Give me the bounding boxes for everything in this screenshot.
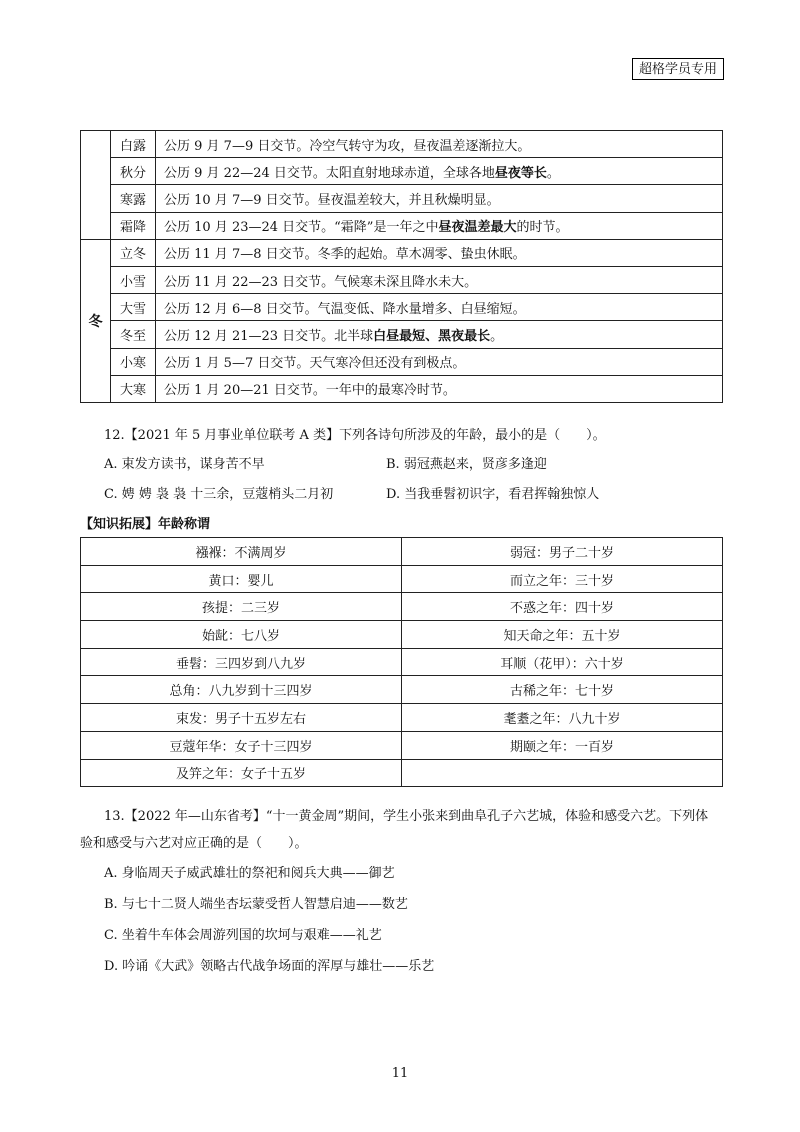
age-row <box>81 731 723 759</box>
question-13-stem-line2: 验和感受与六艺对应正确的是（ ）。 <box>80 836 308 851</box>
solar-term-description <box>156 212 723 239</box>
description-text: 的时节。 <box>516 220 569 236</box>
solar-term-row <box>81 375 723 402</box>
age-term-cell: 不惑之年：四十岁 <box>402 593 723 621</box>
description-text: 公历 12 月 21—23 日交节。北半球 <box>164 328 374 344</box>
age-row <box>81 621 723 649</box>
description-text: 公历 10 月 7—9 日交节。昼夜温差较大，并且秋燥明显。 <box>164 192 500 208</box>
age-term-cell: 耄耋之年：八九十岁 <box>402 704 723 732</box>
solar-term-name: 大雪 <box>111 294 156 321</box>
age-row <box>81 676 723 704</box>
question-12-stem: 12.【2021 年 5 月事业单位联考 A 类】下列各诗句所涉及的年龄，最小的是（ ）。 <box>104 428 606 443</box>
solar-term-row <box>81 348 723 375</box>
solar-term-row <box>81 185 723 212</box>
solar-term-name: 小雪 <box>111 266 156 293</box>
solar-term-description <box>156 266 723 293</box>
age-term-cell: 及笄之年：女子十五岁 <box>81 759 402 787</box>
solar-term-row <box>81 131 723 158</box>
age-term-cell: 垂髫：三四岁到八九岁 <box>81 648 402 676</box>
q12-option-b: B. 弱冠燕赵来，贤彦多逢迎 <box>386 457 547 472</box>
age-term-cell: 古稀之年：七十岁 <box>402 676 723 704</box>
age-term-cell: 而立之年：三十岁 <box>402 565 723 593</box>
solar-term-description <box>156 158 723 185</box>
description-text: 公历 9 月 22—24 日交节。太阳直射地球赤道，全球各地 <box>164 165 495 181</box>
solar-term-name: 立冬 <box>111 239 156 266</box>
solar-term-description <box>156 131 723 158</box>
solar-term-row <box>81 212 723 239</box>
solar-term-row <box>81 158 723 185</box>
description-text: 。 <box>490 328 504 344</box>
description-text: 。 <box>546 165 560 181</box>
page-number: 11 <box>391 1066 409 1081</box>
age-term-cell: 知天命之年：五十岁 <box>402 621 723 649</box>
age-term-cell <box>402 759 723 787</box>
solar-term-name: 冬至 <box>111 321 156 348</box>
solar-term-row <box>81 239 723 266</box>
q13-option-b: B. 与七十二贤人端坐杏坛蒙受哲人智慧启迪——数艺 <box>104 897 408 912</box>
age-term-cell: 黄口：婴儿 <box>81 565 402 593</box>
q12-option-a: A. 束发方读书，谋身苦不早 <box>104 457 265 472</box>
solar-term-row <box>81 294 723 321</box>
solar-term-description <box>156 375 723 402</box>
q13-option-c: C. 坐着牛车体会周游列国的坎坷与艰难——礼艺 <box>104 928 382 943</box>
solar-term-name: 秋分 <box>111 158 156 185</box>
q13-option-a: A. 身临周天子威武雄壮的祭祀和阅兵大典——御艺 <box>104 866 395 881</box>
solar-term-name: 霜降 <box>111 212 156 239</box>
emphasis-text: 白昼最短、黑夜最长 <box>373 328 491 344</box>
age-term-cell: 始龀：七八岁 <box>81 621 402 649</box>
solar-term-description <box>156 185 723 212</box>
season-cell: 冬 <box>81 239 111 402</box>
age-row <box>81 759 723 787</box>
age-row <box>81 648 723 676</box>
age-row <box>81 704 723 732</box>
solar-term-description <box>156 294 723 321</box>
knowledge-extension-heading: 【知识拓展】年龄称谓 <box>80 517 211 532</box>
age-term-cell: 弱冠：男子二十岁 <box>402 538 723 566</box>
age-term-cell: 束发：男子十五岁左右 <box>81 704 402 732</box>
emphasis-text: 昼夜温差最大 <box>438 220 517 236</box>
age-row <box>81 593 723 621</box>
solar-terms-table <box>80 130 723 403</box>
age-term-cell: 孩提：二三岁 <box>81 593 402 621</box>
age-term-cell: 豆蔻年华：女子十三四岁 <box>81 731 402 759</box>
solar-term-name: 大寒 <box>111 375 156 402</box>
solar-term-name: 小寒 <box>111 348 156 375</box>
question-13-stem-line1: 13.【2022 年—山东省考】“十一黄金周”期间，学生小张来到曲阜孔子六艺城，体验和感受六艺。下列体 <box>104 809 709 824</box>
description-text: 公历 12 月 6—8 日交节。气温变低、降水量增多、白昼缩短。 <box>164 301 526 317</box>
q13-option-d: D. 吟诵《大武》领略古代战争场面的浑厚与雄壮——乐艺 <box>104 959 435 974</box>
age-row <box>81 538 723 566</box>
description-text: 公历 11 月 22—23 日交节。气候寒未深且降水未大。 <box>164 274 478 290</box>
q12-option-d: D. 当我垂髫初识字，看君挥翰独惊人 <box>386 487 600 502</box>
solar-term-name: 白露 <box>111 131 156 158</box>
age-row <box>81 565 723 593</box>
emphasis-text: 昼夜等长 <box>494 165 547 181</box>
solar-term-name: 寒露 <box>111 185 156 212</box>
solar-term-description <box>156 239 723 266</box>
solar-term-row <box>81 321 723 348</box>
description-text: 公历 11 月 7—8 日交节。冬季的起始。草木凋零、蛰虫休眠。 <box>164 247 526 263</box>
exclusive-badge: 超格学员专用 <box>632 58 724 80</box>
age-terms-table <box>80 537 723 787</box>
age-term-cell: 耳顺（花甲）：六十岁 <box>402 648 723 676</box>
description-text: 公历 9 月 7—9 日交节。冷空气转守为攻，昼夜温差逐渐拉大。 <box>164 138 531 154</box>
solar-term-row <box>81 266 723 293</box>
solar-term-description <box>156 348 723 375</box>
season-cell <box>81 131 111 240</box>
age-term-cell: 期颐之年：一百岁 <box>402 731 723 759</box>
description-text: 公历 10 月 23—24 日交节。“霜降”是一年之中 <box>164 220 439 236</box>
age-term-cell: 襁褓：不满周岁 <box>81 538 402 566</box>
solar-term-description <box>156 321 723 348</box>
age-term-cell: 总角：八九岁到十三四岁 <box>81 676 402 704</box>
description-text: 公历 1 月 5—7 日交节。天气寒冷但还没有到极点。 <box>164 356 466 372</box>
description-text: 公历 1 月 20—21 日交节。一年中的最寒冷时节。 <box>164 383 456 399</box>
q12-option-c: C. 娉 娉 袅 袅 十三余，豆蔻梢头二月初 <box>104 487 334 502</box>
